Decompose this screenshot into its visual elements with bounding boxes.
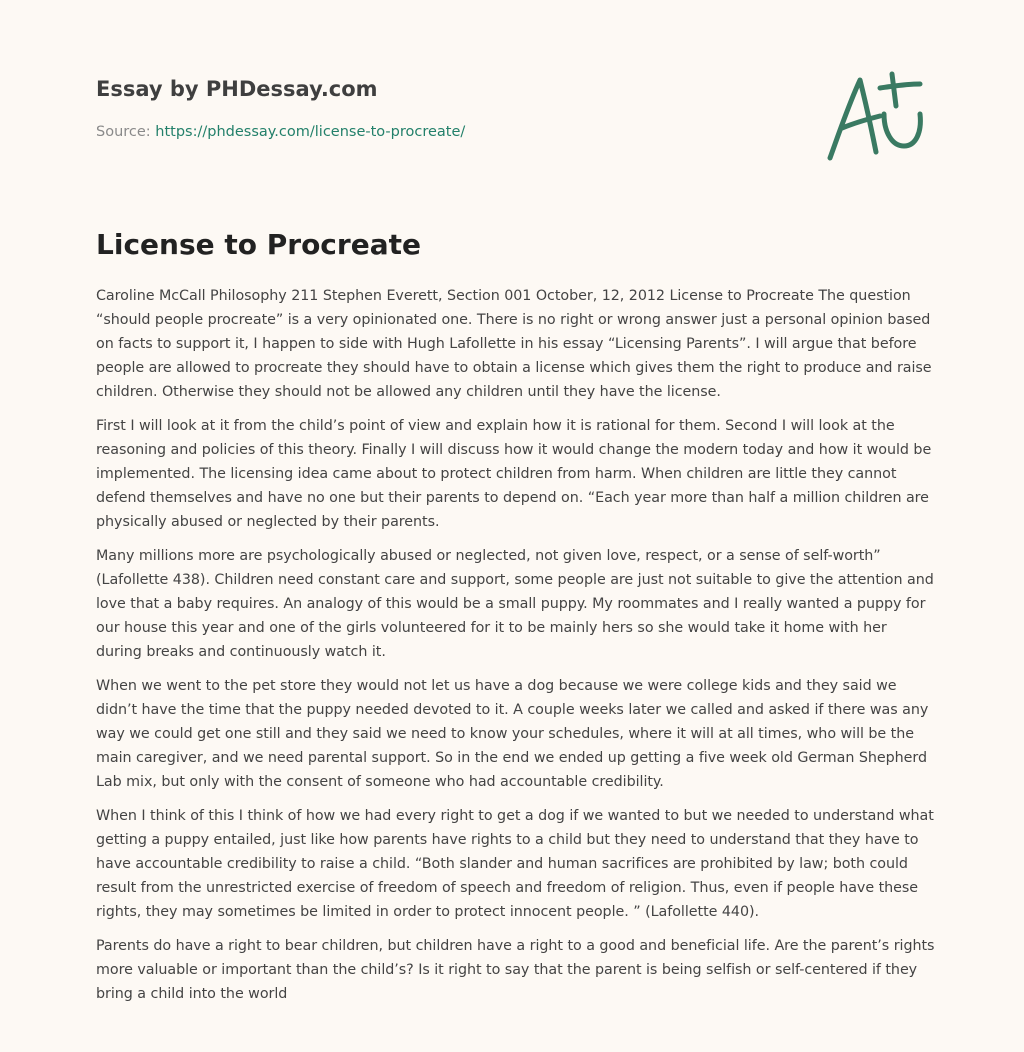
article-paragraph: When I think of this I think of how we had every right to get a dog if we wanted to but we needed to understand what getting a puppy entailed, just like how parents have rights to a child but they need to understand that they have to have accountable credibility to raise a child. “Both slander and human sacrifices are prohibited by law; both could result from the unrestricted exercise of freedom of speech and freedom of religion. Thus, even if people have these rights, they may sometimes be limited in order to protect innocent people. ” (Lafollette 440). — [96, 808, 934, 920]
article-paragraph: Parents do have a right to bear children, but children have a right to a good and beneficial life. Are the parent’s rights more valuable or important than the child’s? Is it right to say that the parent is being selfish or self-centered if they bring a child into the world — [96, 938, 935, 1002]
source-link[interactable]: https://phdessay.com/license-to-procreate/ — [155, 124, 466, 140]
article-paragraph: Many millions more are psychologically abused or neglected, not given love, respect, or a sense of self-worth” (Lafollette 438). Children need constant care and support, some people are just not suitable to give the attention and love that a baby requires. An analogy of this would be a small puppy. My roommates and I really wanted a puppy for our house this year and one of the girls volunteered for it to be mainly hers so she would take it home with her during breaks and continuously watch it. — [96, 548, 934, 660]
site-brand: Essay by PHDessay.com — [96, 77, 378, 101]
a-plus-logo-icon — [818, 66, 930, 166]
article — [96, 226, 936, 1016]
page-header — [96, 74, 796, 142]
source-label: Source: — [96, 124, 151, 140]
article-paragraph: When we went to the pet store they would not let us have a dog because we were college kids and they said we didn’t have the time that the puppy needed devoted to it. A couple weeks later we called and asked if there was any way we could get one still and they said we need to know your schedules, where it will at all times, who will be the main caregiver, and we need parental support. So in the end we ended up getting a five week old German Shepherd Lab mix, but only with the consent of someone who had accountable credibility. — [96, 678, 929, 790]
article-body — [96, 284, 936, 1006]
source-line — [96, 122, 796, 142]
article-paragraph: First I will look at it from the child’s point of view and explain how it is rational for them. Second I will look at the reasoning and policies of this theory. Finally I will discuss how it would change the modern today and how it would be implemented. The licensing idea came about to protect children from harm. When children are little they cannot defend themselves and have no one but their parents to depend on. “Each year more than half a million children are physically abused or neglected by their parents. — [96, 418, 932, 530]
article-paragraph: Caroline McCall Philosophy 211 Stephen Everett, Section 001 October, 12, 2012 License to Procreate The question “should people procreate” is a very opinionated one. There is no right or wrong answer just a personal opinion based on facts to support it, I happen to side with Hugh Lafollette in his essay “Licensing Parents”. I will argue that before people are allowed to procreate they should have to obtain a license which gives them the right to produce and raise children. Otherwise they should not be allowed any children until they have the license. — [96, 288, 932, 400]
article-title: License to Procreate — [96, 228, 421, 261]
